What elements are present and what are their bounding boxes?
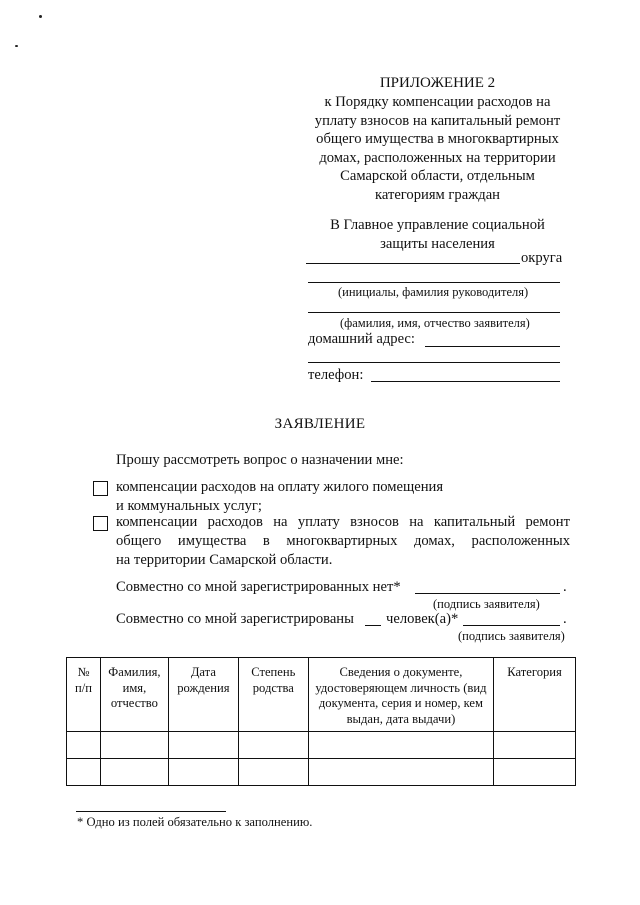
option-line: компенсации расходов на уплату взносов на капитальный ремонт (116, 514, 570, 530)
option-capital-repair-checkbox[interactable] (93, 516, 108, 531)
head-name-field[interactable] (308, 282, 560, 283)
appendix-line: к Порядку компенсации расходов на (324, 94, 551, 110)
option-utilities-checkbox[interactable] (93, 481, 108, 496)
table-row (67, 732, 576, 759)
option-line: общего имущества в многоквартирных домах, расположенных (116, 533, 570, 549)
option-capital-repair-text (116, 513, 570, 570)
signature-caption: (подпись заявителя) (458, 629, 565, 643)
footnote-separator (76, 811, 226, 812)
column-header-category: Категория (494, 658, 576, 732)
appendix-line: категориям граждан (374, 186, 500, 203)
addressee-line: защиты населения (380, 235, 495, 252)
scan-speck (15, 45, 18, 47)
table-cell[interactable] (168, 732, 238, 759)
registration-some-after: человек(а)* (386, 611, 459, 627)
home-address-field-2[interactable] (308, 362, 560, 363)
signature-caption: (подпись заявителя) (433, 597, 540, 611)
footnote: * Одно из полей обязательно к заполнению. (77, 815, 313, 829)
registration-some-end: . (563, 611, 567, 627)
home-address-field[interactable] (425, 346, 560, 347)
registration-none-text: Совместно со мной зарегистрированных нет* (116, 579, 401, 595)
registration-some-text: Совместно со мной зарегистрированы (116, 611, 354, 627)
appendix-line: Самарской области, отдельным (340, 168, 535, 184)
table-cell[interactable] (67, 759, 101, 786)
option-utilities-text (116, 478, 570, 516)
table-header-row (67, 658, 576, 732)
district-suffix: округа (521, 250, 563, 266)
request-text: Прошу рассмотреть вопрос о назначении мне: (116, 452, 404, 468)
appendix-line: домах, расположенных на территории (319, 149, 556, 166)
appendix-title: ПРИЛОЖЕНИЕ 2 (379, 75, 496, 91)
column-header-full-name: Фамилия, имя, отчество (100, 658, 168, 732)
district-field[interactable] (306, 263, 520, 264)
table-cell[interactable] (238, 732, 308, 759)
applicant-name-caption: (фамилия, имя, отчество заявителя) (340, 316, 530, 330)
appendix-line: общего имущества в многоквартирных (316, 131, 559, 147)
table-cell[interactable] (168, 759, 238, 786)
registration-some-signature-field[interactable] (463, 625, 560, 626)
table-row (67, 759, 576, 786)
scan-speck (39, 15, 42, 18)
appendix-line: уплату взносов на капитальный ремонт (314, 112, 561, 129)
applicant-name-field[interactable] (308, 312, 560, 313)
addressee (300, 216, 575, 253)
phone-field[interactable] (371, 381, 560, 382)
home-address-label: домашний адрес: (308, 331, 415, 347)
table-cell[interactable] (494, 732, 576, 759)
column-header-id-document: Сведения о документе, удостоверяющем личность (вид документа, серия и номер, кем выдан, дата выдачи) (308, 658, 493, 732)
table-cell[interactable] (100, 732, 168, 759)
head-name-caption: (инициалы, фамилия руководителя) (338, 285, 529, 299)
table-cell[interactable] (100, 759, 168, 786)
addressee-line: В Главное управление социальной (330, 217, 545, 233)
appendix-text (300, 93, 575, 204)
family-members-table (66, 657, 576, 786)
option-line: и коммунальных услуг; (116, 498, 262, 514)
document-heading: ЗАЯВЛЕНИЕ (274, 416, 366, 432)
table-cell[interactable] (308, 732, 493, 759)
table-cell[interactable] (238, 759, 308, 786)
option-line: компенсации расходов на оплату жилого помещения (116, 479, 444, 495)
table-cell[interactable] (67, 732, 101, 759)
option-line: на территории Самарской области. (116, 552, 333, 568)
column-header-relationship: Степень родства (238, 658, 308, 732)
registration-count-field[interactable] (365, 625, 381, 626)
column-header-birth-date: Дата рождения (168, 658, 238, 732)
table-cell[interactable] (494, 759, 576, 786)
registration-none-signature-field[interactable] (415, 593, 560, 594)
phone-label: телефон: (308, 367, 364, 383)
table-cell[interactable] (308, 759, 493, 786)
column-header-number: № п/п (67, 658, 101, 732)
registration-none-end: . (563, 579, 567, 595)
